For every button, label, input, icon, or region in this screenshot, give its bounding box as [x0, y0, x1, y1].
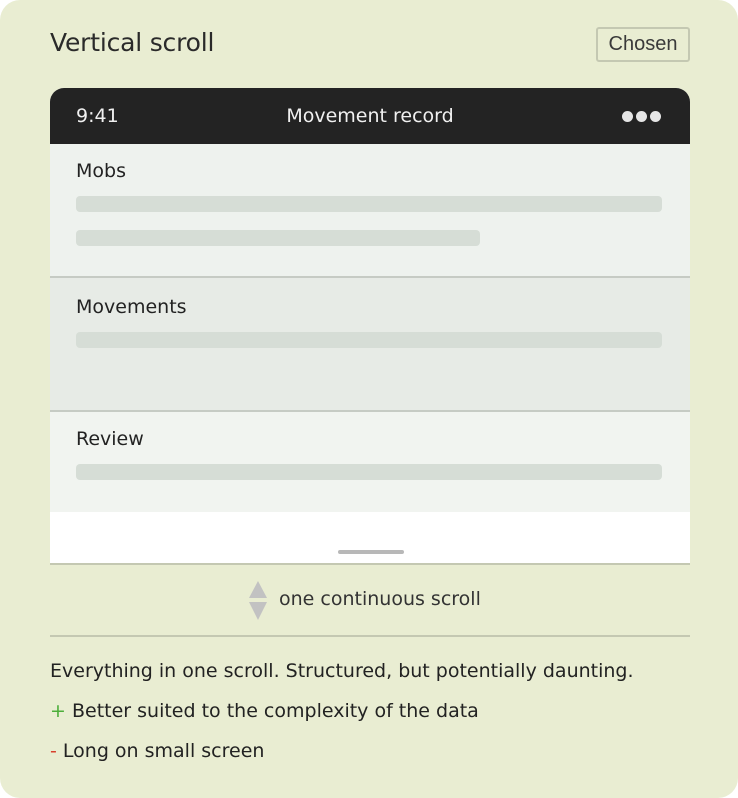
section-label: Movements	[76, 296, 187, 318]
section-movements	[50, 278, 690, 412]
section-label: Mobs	[76, 160, 126, 182]
phone-mockup	[50, 88, 690, 564]
option-description: Everything in one scroll. Structured, but potentially daunting.	[50, 660, 634, 682]
phone-header	[50, 88, 690, 144]
scroll-hint-text: one continuous scroll	[279, 588, 481, 610]
chosen-button[interactable]: Chosen	[596, 27, 690, 62]
up-down-arrows-icon	[248, 579, 268, 623]
option-title: Vertical scroll	[50, 28, 215, 57]
screen-title: Movement record	[286, 105, 454, 127]
section-label: Review	[76, 428, 144, 450]
con-text: Long on small screen	[62, 740, 265, 762]
section-mobs	[50, 144, 690, 278]
more-dots-icon[interactable]	[622, 111, 662, 122]
status-time: 9:41	[76, 105, 119, 127]
minus-icon: -	[50, 740, 57, 762]
placeholder-line	[76, 230, 480, 246]
placeholder-line	[76, 464, 662, 480]
placeholder-line	[76, 196, 662, 212]
pro-text: Better suited to the complexity of the data	[71, 700, 479, 722]
scroll-hint	[50, 563, 690, 637]
plus-icon: +	[50, 700, 66, 722]
con-note	[50, 740, 264, 762]
pro-note	[50, 700, 479, 722]
placeholder-line	[76, 332, 662, 348]
home-indicator	[338, 550, 404, 554]
section-review	[50, 412, 690, 512]
